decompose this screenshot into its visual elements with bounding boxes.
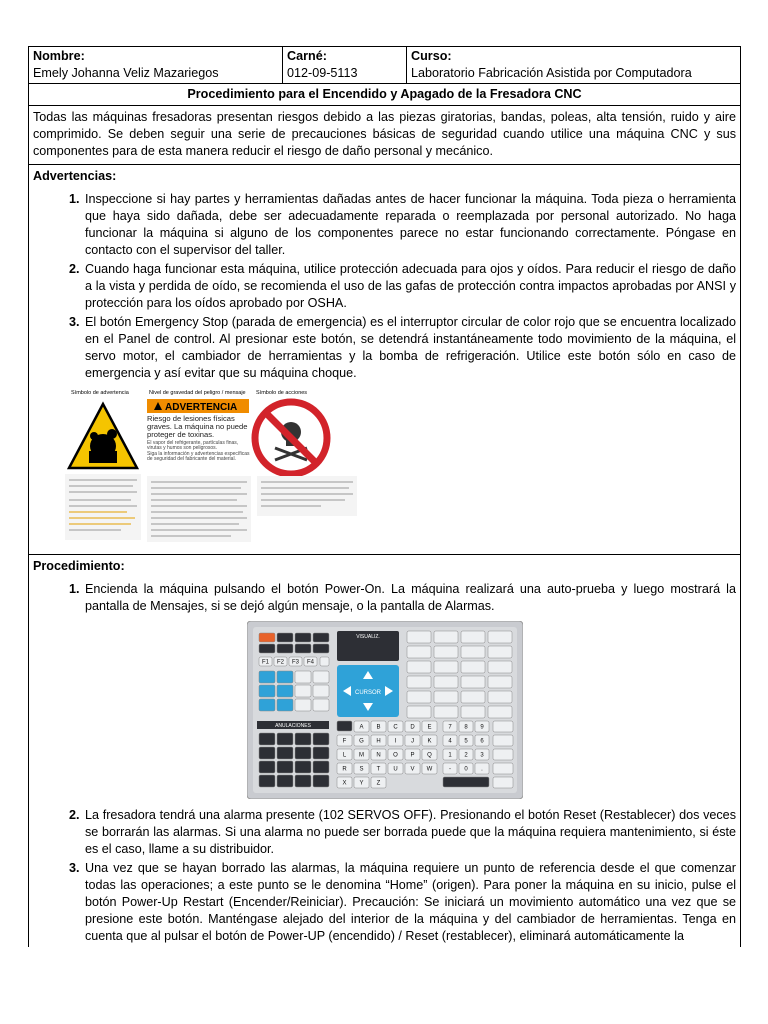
mode-key — [434, 691, 458, 703]
override-key — [313, 733, 329, 745]
keypad-key-label: 2 — [463, 752, 468, 759]
procedure-section — [29, 555, 741, 948]
keypad-key-label: K — [426, 738, 432, 745]
warning-symbols-graphic — [61, 386, 361, 546]
keypad-key-label: F3 — [291, 659, 299, 666]
header-row — [29, 47, 741, 84]
procedure-item: 3. Una vez que se hayan borrado las alarmas, la máquina requiere un punto de referencia desde el que comenzar todas las operaciones; a este punto se le denomina “Home” (origen). Para poner la máquina en su inicio, pulse el botón Power-Up Restart (Encender/Reiniciar). Precaución: Se iniciará un movimiento automático una vez que se presione este botón. Manténgase alejado del interior de la máquina y del cambiador de herramientas. Tenga en cuenta que al pulsar el botón de Power-UP (encendido) / Reset (restablecer), eliminará automáticamente la — [83, 860, 736, 945]
procedure-list-continued — [33, 807, 736, 945]
prohibition-icon — [255, 402, 327, 474]
keypad-key-label: U — [392, 766, 398, 773]
keypad-key — [277, 633, 293, 642]
mode-key — [488, 631, 512, 643]
document-table — [28, 46, 741, 947]
mode-key — [434, 631, 458, 643]
mode-key — [461, 691, 485, 703]
mode-key — [434, 661, 458, 673]
keypad-key-label: 5 — [463, 738, 468, 745]
override-key — [259, 761, 275, 773]
override-key — [295, 761, 311, 773]
jog-key — [295, 685, 311, 697]
mode-key — [407, 706, 431, 718]
procedure-list — [33, 581, 736, 615]
keypad-key — [277, 644, 293, 653]
keypad-key — [493, 763, 513, 774]
override-key — [295, 775, 311, 787]
keypad-key-label: H — [375, 738, 381, 745]
cursor-pad — [337, 665, 399, 717]
jog-key — [277, 671, 293, 683]
keypad-key-label: B — [375, 724, 381, 731]
keypad-key — [320, 657, 329, 666]
keypad-key — [295, 633, 311, 642]
keypad-key-label: V — [409, 766, 415, 773]
keypad-key — [493, 721, 513, 732]
override-key — [295, 733, 311, 745]
power-key — [259, 633, 275, 642]
curso-value: Laboratorio Fabricación Asistida por Computadora — [411, 66, 692, 80]
keypad-key-label: G — [358, 738, 364, 745]
visualize-label: VISUALIZ. — [355, 634, 380, 640]
procedure-label: Procedimiento: — [33, 559, 125, 573]
procedure-item: 1. Encienda la máquina pulsando el botón Power-On. La máquina realizará una auto-prueba y luego mostrará la pantalla de Mensajes, si se dejó algún mensaje, o la pantalla de Alarmas. — [83, 581, 736, 615]
document-title: Procedimiento para el Encendido y Apagado de la Fresadora CNC — [29, 84, 741, 106]
keypad-key — [493, 777, 513, 788]
keypad-key-label: 1 — [447, 752, 452, 759]
keypad-key-label: O — [392, 752, 398, 759]
keypad-key-label: 8 — [463, 724, 468, 731]
mode-key — [488, 676, 512, 688]
cnc-keypad-figure — [247, 621, 523, 799]
advertencia-banner — [147, 399, 249, 413]
jog-key — [313, 671, 329, 683]
mode-key — [407, 691, 431, 703]
mode-key — [461, 631, 485, 643]
override-key — [259, 747, 275, 759]
carne-label: Carné: — [287, 49, 327, 63]
warning-item: 3. El botón Emergency Stop (parada de emergencia) es el interruptor circular de color rojo que se encuentra localizado en el Panel de control. Al presionar este botón, se detendrá instantáneamente todo movimiento de la máquina, el servo motor, el cambiador de herramientas y la bomba de refrigeración. Utilice este botón sólo en caso de emergencia y así evitar que su máquina choque. — [83, 314, 736, 382]
mode-key — [434, 676, 458, 688]
keypad-key-label: S — [358, 766, 364, 773]
keypad-key-label: L — [342, 752, 346, 759]
keypad-key — [295, 644, 311, 653]
keypad-key-label: T — [376, 766, 380, 773]
keypad-key-label: P — [409, 752, 415, 759]
advertencia-msg3: Siga la información y advertencias específicas de seguridad del fabricante del material. — [147, 450, 250, 463]
name-value: Emely Johanna Veliz Mazariegos — [33, 66, 219, 80]
keypad-key-label: - — [448, 766, 451, 773]
jog-key — [295, 671, 311, 683]
carne-cell — [283, 47, 407, 84]
jog-key — [259, 685, 275, 697]
name-cell — [29, 47, 283, 84]
keypad-key-label: D — [409, 724, 415, 731]
keypad-key-label: F — [342, 738, 346, 745]
keypad-key-label: F4 — [306, 659, 314, 666]
col3-title: Símbolo de acciones — [256, 390, 308, 396]
keypad-key — [443, 777, 489, 787]
keypad-key-label: N — [375, 752, 381, 759]
override-key — [277, 761, 293, 773]
curso-cell — [407, 47, 741, 84]
mode-key — [407, 646, 431, 658]
override-key — [313, 775, 329, 787]
jog-key — [295, 699, 311, 711]
keypad-key-label: Y — [358, 780, 364, 787]
keypad-key-label: E — [426, 724, 432, 731]
keypad-key — [313, 633, 329, 642]
warnings-section — [29, 165, 741, 555]
name-label: Nombre: — [33, 49, 85, 63]
warning-item: 2. Cuando haga funcionar esta máquina, utilice protección adecuada para ojos y oídos. Para reducir el riesgo de daño a la vista y perdida de oído, se recomienda el uso de las gafas de protección contra impactos aprobadas por ANSI y protección para los oídos aprobado por OSHA. — [83, 261, 736, 312]
jog-key — [259, 671, 275, 683]
keypad-key — [259, 644, 275, 653]
override-key — [259, 775, 275, 787]
keypad-key — [493, 749, 513, 760]
warnings-label: Advertencias: — [33, 169, 117, 183]
mode-key — [461, 661, 485, 673]
document-page — [28, 46, 740, 947]
jog-key — [277, 685, 293, 697]
keypad-key-label: . — [480, 766, 483, 773]
mode-key — [461, 706, 485, 718]
override-key — [259, 733, 275, 745]
keypad-key-label: 7 — [447, 724, 452, 731]
advertencia-msg2: El vapor del refrigerante, partículas finas, virutas y humos son peligrosos. — [147, 439, 239, 452]
mode-key — [488, 706, 512, 718]
mode-key — [407, 661, 431, 673]
jog-key — [259, 699, 275, 711]
mode-key — [488, 661, 512, 673]
mode-key — [461, 676, 485, 688]
mode-key — [407, 631, 431, 643]
jog-key — [313, 699, 329, 711]
mode-key — [434, 646, 458, 658]
override-key — [295, 747, 311, 759]
advertencia-banner-text: ADVERTENCIA — [165, 402, 238, 413]
intro-paragraph: Todas las máquinas fresadoras presentan riesgos debido a las piezas giratorias, bandas, poleas, alta tensión, ruido y aire comprimido. Se deben seguir una serie de precauciones básicas de seguridad cuando utilice una máquina CNC y sus componentes para de esta manera reducir el riesgo de daño personal y mecánico. — [29, 106, 741, 165]
keypad-key — [493, 735, 513, 746]
col2-title: Nivel de gravedad del peligro / mensaje — [149, 390, 246, 396]
keypad-key-label: F2 — [276, 659, 284, 666]
keypad-key-label: Z — [376, 780, 380, 787]
keypad-key-label: 4 — [447, 738, 452, 745]
keypad-key-label: M — [358, 752, 364, 759]
carne-value: 012-09-5113 — [287, 66, 358, 80]
keypad-key-label: Q — [426, 752, 432, 759]
digit-keys-group — [443, 721, 489, 787]
keypad-key-label: J — [410, 738, 414, 745]
jog-key — [277, 699, 293, 711]
mode-key — [461, 646, 485, 658]
cursor-label: CURSOR — [354, 690, 381, 696]
keypad-key-label: 3 — [479, 752, 484, 759]
override-key — [277, 775, 293, 787]
keypad-key — [313, 644, 329, 653]
curso-label: Curso: — [411, 49, 452, 63]
advertencia-msg1: Riesgo de lesiones físicas graves. La máquina no puede proteger de toxinas. — [147, 415, 248, 440]
col1-title: Símbolo de advertencia — [71, 390, 129, 396]
keypad-key-label: I — [394, 738, 396, 745]
mode-key — [434, 706, 458, 718]
override-key — [313, 747, 329, 759]
shift-key — [337, 721, 352, 731]
keypad-key-label: W — [426, 766, 432, 773]
keypad-key-label: 9 — [479, 724, 484, 731]
warning-item: 1. Inspeccione si hay partes y herramientas dañadas antes de hacer funcionar la máquina. Toda pieza o herramienta que haya sido dañada, debe ser adecuadamente reparada o reemplazada por personal autorizado. No haga funcionar la máquina si alguno de los componentes parece no estar funcionando correctamente. Póngase en contacto con el supervisor del taller. — [83, 191, 736, 259]
keypad-key-label: X — [341, 780, 347, 787]
cnc-keypad-graphic — [247, 621, 523, 799]
keypad-key-label: F1 — [261, 659, 269, 666]
keypad-key-label: A — [358, 724, 364, 731]
override-key — [277, 733, 293, 745]
procedure-item: 2. La fresadora tendrá una alarma presente (102 SERVOS OFF). Presionando el botón Reset (Restablecer) dos veces se borrarán las alarmas. Si una alarma no puede ser borrada puede que la máquina requiera mantenimiento, si éste es el caso, llame a su distribuidor. — [83, 807, 736, 858]
override-key — [313, 761, 329, 773]
warnings-list — [33, 191, 736, 382]
mode-key — [488, 691, 512, 703]
keypad-key-label: 6 — [479, 738, 484, 745]
jog-key — [313, 685, 329, 697]
warning-symbols-figure — [61, 386, 361, 546]
override-key — [277, 747, 293, 759]
anulaciones-label: ANULACIONES — [274, 723, 311, 729]
keypad-key-label: R — [341, 766, 347, 773]
mode-key — [488, 646, 512, 658]
keypad-key-label: 0 — [463, 766, 468, 773]
keypad-key-label: C — [392, 724, 398, 731]
mode-key — [407, 676, 431, 688]
